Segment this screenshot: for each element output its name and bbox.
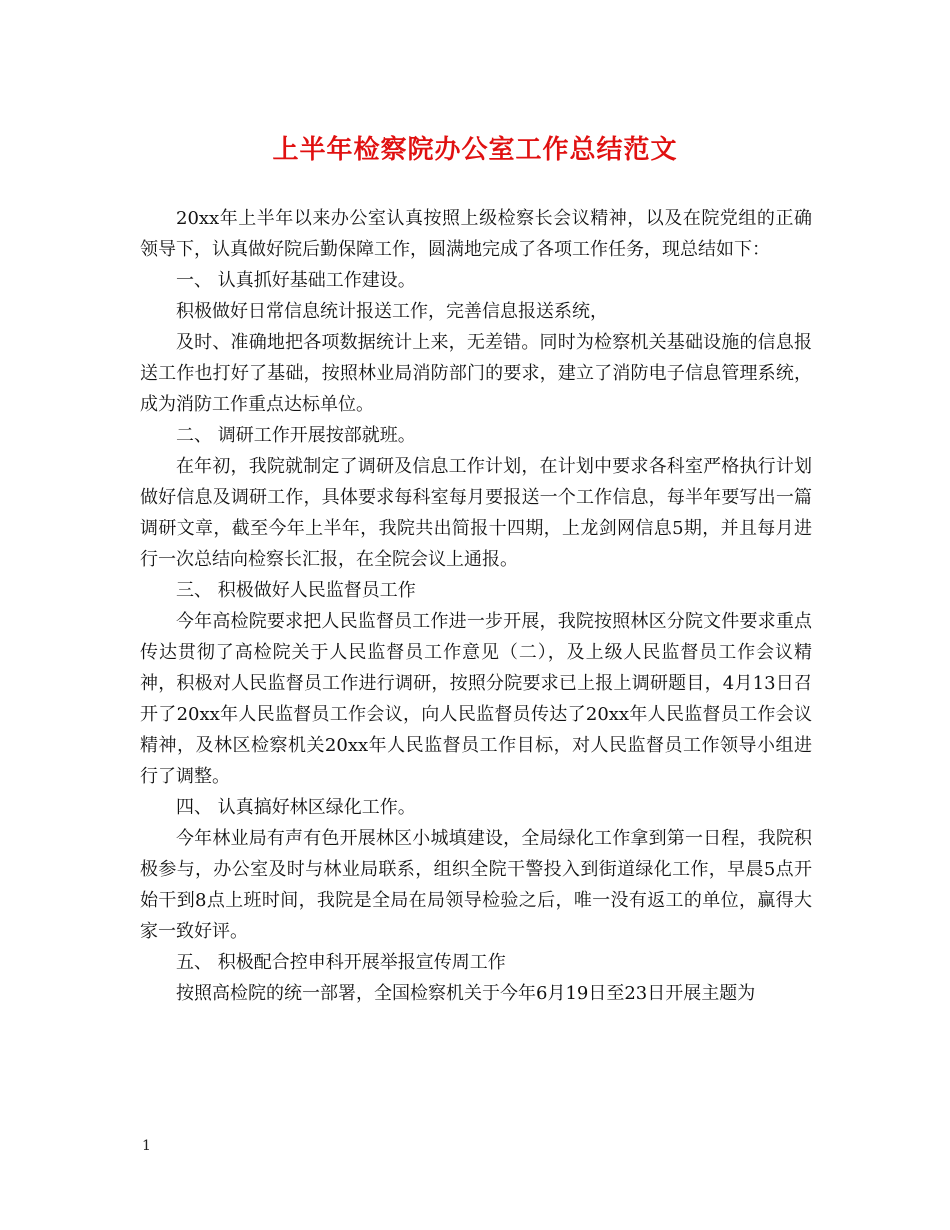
- section-heading-2: 二、 调研工作开展按部就班。: [176, 425, 416, 446]
- paragraph-5: 按照高检院的统一部署，全国检察机关于今年6月19日至23日开展主题为: [176, 983, 756, 1004]
- section-heading-1: 一、 认真抓好基础工作建设。: [176, 270, 416, 291]
- document-body: [140, 203, 812, 1009]
- paragraph-1b: 及时、准确地把各项数据统计上来，无差错。同时为检察机关基础设施的信息报送工作也打好了基础，按照林业局消防部门的要求，建立了消防电子信息管理系统，成为消防工作重点达标单位。: [140, 332, 812, 415]
- paragraph-4: 今年林业局有声有色开展林区小城填建设，全局绿化工作拿到第一日程，我院积极参与，办公室及时与林业局联系，组织全院干警投入到街道绿化工作，早晨5点开始干到8点上班时间，我院是全局在局领导检验之后，唯一没有返工的单位，赢得大家一致好评。: [140, 828, 812, 942]
- page-number: 1: [142, 1138, 151, 1154]
- paragraph-intro: 20xx年上半年以来办公室认真按照上级检察长会议精神，以及在院党组的正确领导下，认真做好院后勤保障工作，圆满地完成了各项工作任务，现总结如下：: [140, 208, 812, 260]
- paragraph-3: 今年高检院要求把人民监督员工作进一步开展，我院按照林区分院文件要求重点传达贯彻了高检院关于人民监督员工作意见（二），及上级人民监督员工作会议精神，积极对人民监督员工作进行调研，按照分院要求已上报上调研题目，4月13日召开了20xx年人民监督员工作会议，向人民监督员传达了20xx年人民监督员工作会议精神，及林区检察机关20xx年人民监督员工作目标，对人民监督员工作领导小组进行了调整。: [140, 611, 812, 787]
- document-title: 上半年检察院办公室工作总结范文: [272, 135, 678, 165]
- section-heading-3: 三、 积极做好人民监督员工作: [176, 580, 416, 601]
- paragraph-1a: 积极做好日常信息统计报送工作，完善信息报送系统，: [176, 301, 608, 322]
- section-heading-4: 四、 认真搞好林区绿化工作。: [176, 797, 416, 818]
- paragraph-2: 在年初，我院就制定了调研及信息工作计划，在计划中要求各科室严格执行计划做好信息及调研工作，具体要求每科室每月要报送一个工作信息，每半年要写出一篇调研文章，截至今年上半年，我院共出简报十四期，上龙剑网信息5期，并且每月进行一次总结向检察长汇报，在全院会议上通报。: [140, 456, 812, 570]
- section-heading-5: 五、 积极配合控申科开展举报宣传周工作: [176, 952, 506, 973]
